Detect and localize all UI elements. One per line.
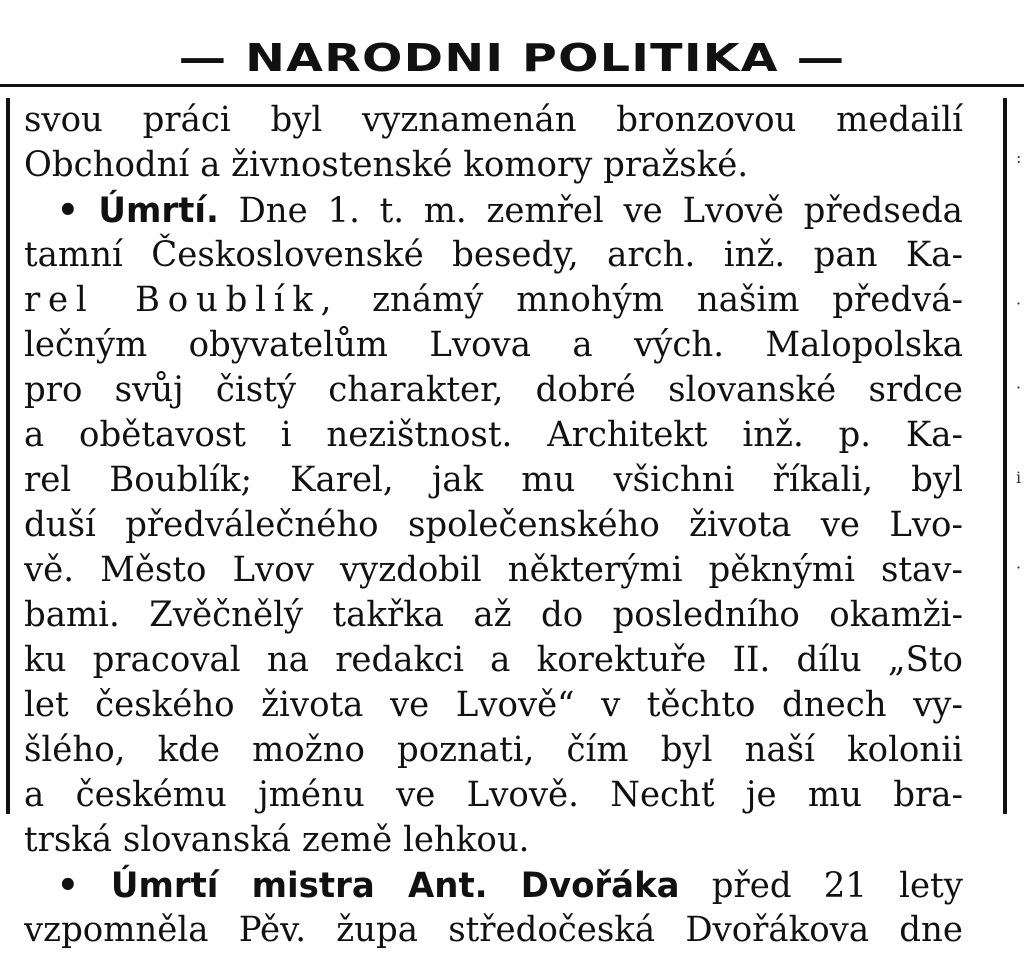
text-line: Obchodní a živnostenské komory pražské. [24,145,749,185]
masthead-rule [0,84,1024,87]
text-line: trská slovanská země lehkou. [24,820,530,860]
text-line-with-name [24,278,963,323]
column-rule-left [6,98,10,814]
bullet-mark: • [56,865,79,906]
edge-mark: i [1016,468,1022,487]
text-line: bami. Zvěčnělý takřka až do posledního okamži- [24,595,963,635]
text-fragment: Dne 1. t. m. zemřel ve Lvově předseda [238,191,963,231]
edge-mark: · [1016,294,1022,313]
text-line: svou práci byl vyznamenán bronzovou medailí [24,100,963,140]
text-line: lečným obyvatelům Lvova a vých. Malopolska [24,325,963,365]
text-line: duší předválečného společenského života ve Lvo- [24,505,963,545]
text-line: vzpomněla Pěv. župa středočeská Dvořákova dne [24,910,963,950]
bullet-mark: • [56,190,79,231]
text-line: rel Boublík; Karel, jak mu všichni říkali, byl [24,460,963,500]
text-line: let českého života ve Lvově“ v těchto dnech vy- [24,685,963,725]
text-fragment: před 21 lety [711,866,963,906]
text-line: pro svůj čistý charakter, dobré slovanské srdce [24,370,963,410]
text-line: ku pracoval na redakci a korektuře II. dílu „Sto [24,640,963,680]
obituary-heading: Úmrtí. [98,191,219,231]
edge-mark: : [1016,148,1022,167]
person-name: rel Boublík, [24,280,340,320]
column-rule-right [1003,98,1007,814]
edge-mark: · [1016,378,1022,397]
obituary-first-line [24,188,963,233]
text-line: vě. Město Lvov vyzdobil některými pěknými stav- [24,550,963,590]
article-column [24,98,963,953]
text-line: šlého, kde možno poznati, čím byl naší kolonii [24,730,963,770]
newspaper-masthead: — NARODNI POLITIKA — [178,36,846,80]
dvorak-item-heading: Úmrtí mistra Ant. Dvořáka [110,866,680,906]
text-line: tamní Československé besedy, arch. inž. pan Ka- [24,235,963,275]
edge-mark: · [1016,558,1022,577]
text-fragment: známý mnohým našim předvá- [372,280,963,320]
dvorak-item-first-line [24,863,963,908]
text-line: a obětavost i nezištnost. Architekt inž. p. Ka- [24,415,963,455]
text-line: a českému jménu ve Lvově. Nechť je mu bra- [24,775,963,815]
